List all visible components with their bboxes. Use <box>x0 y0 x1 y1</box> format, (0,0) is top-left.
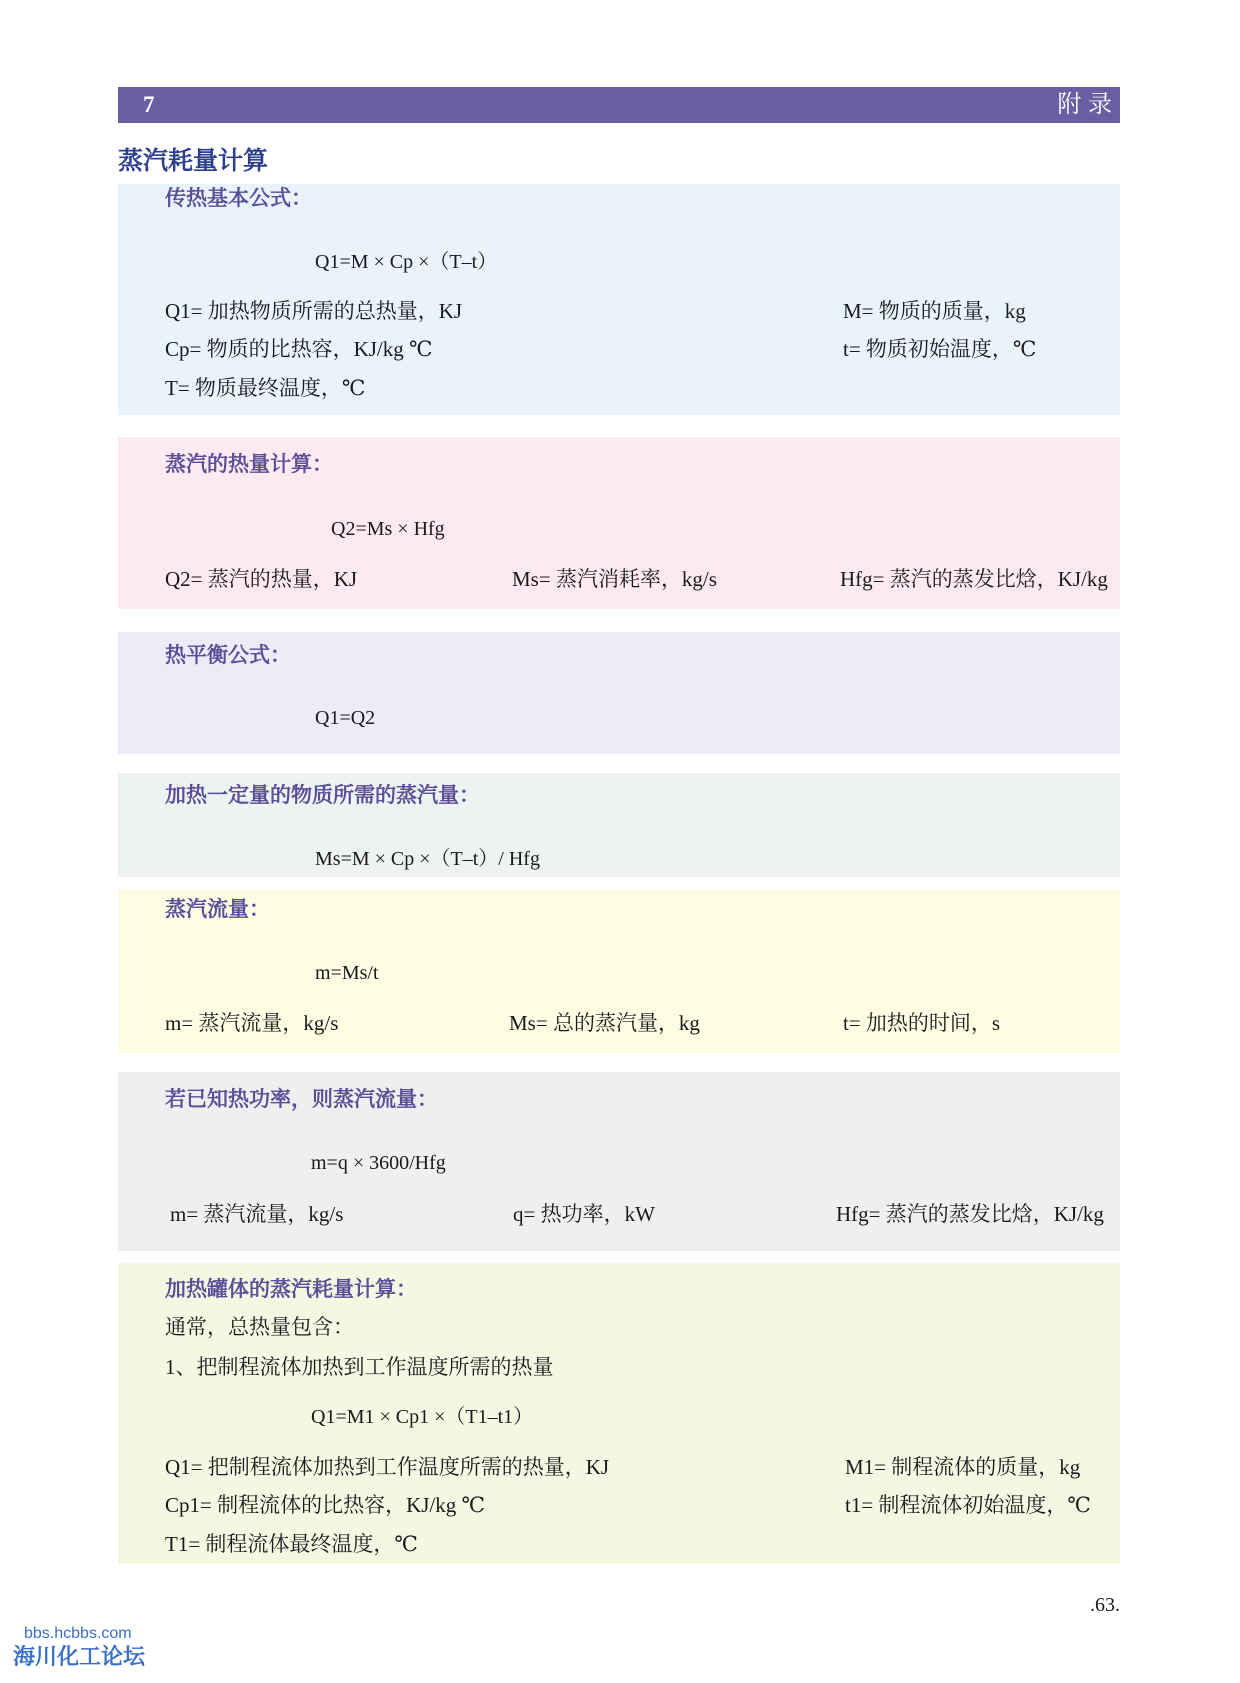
definition: Ms= 蒸汽消耗率，kg/s <box>512 567 717 591</box>
section-heading: 加热一定量的物质所需的蒸汽量： <box>165 783 480 807</box>
definition: T1= 制程流体最终温度，℃ <box>165 1532 418 1556</box>
definition: T= 物质最终温度，℃ <box>165 376 366 400</box>
definition: Ms= 总的蒸汽量，kg <box>509 1011 700 1035</box>
intro-text: 通常，总热量包含： <box>165 1315 354 1339</box>
formula: Q2=Ms × Hfg <box>331 518 445 540</box>
definition: M= 物质的质量，kg <box>843 299 1026 323</box>
watermark-site-name: 海川化工论坛 <box>13 1644 146 1669</box>
definition: q= 热功率，kW <box>513 1202 655 1226</box>
definition: M1= 制程流体的质量，kg <box>845 1455 1081 1479</box>
definition: Q1= 把制程流体加热到工作温度所需的热量，KJ <box>165 1455 610 1479</box>
chapter-title: 附 录 <box>1057 91 1112 118</box>
formula: Q1=M1 × Cp1 ×（T1–t1） <box>311 1406 534 1428</box>
watermark-site-url: bbs.hcbbs.com <box>24 1625 132 1642</box>
section-heading: 热平衡公式： <box>165 643 291 667</box>
section-heat-balance <box>118 632 1120 754</box>
definition: Hfg= 蒸汽的蒸发比焓，KJ/kg <box>840 567 1108 591</box>
chapter-number: 7 <box>143 92 155 117</box>
page-title: 蒸汽耗量计算 <box>118 147 269 175</box>
section-steam-flow <box>118 890 1120 1053</box>
definition: m= 蒸汽流量，kg/s <box>170 1202 344 1226</box>
definition: Q2= 蒸汽的热量，KJ <box>165 567 358 591</box>
section-heading: 传热基本公式： <box>165 186 312 210</box>
section-heading: 若已知热功率，则蒸汽流量： <box>165 1087 438 1111</box>
definition: Cp1= 制程流体的比热容，KJ/kg ℃ <box>165 1493 486 1517</box>
section-steam-flow-from-power <box>118 1072 1120 1251</box>
page-number: .63. <box>1090 1594 1120 1616</box>
chapter-header-bar <box>118 87 1120 123</box>
section-heading: 蒸汽的热量计算： <box>165 452 333 476</box>
definition: Hfg= 蒸汽的蒸发比焓，KJ/kg <box>836 1202 1104 1226</box>
formula: m=q × 3600/Hfg <box>311 1152 446 1174</box>
definition: t= 加热的时间，s <box>843 1011 1001 1035</box>
section-heading: 加热罐体的蒸汽耗量计算： <box>165 1277 417 1301</box>
section-steam-heat <box>118 437 1120 609</box>
formula: m=Ms/t <box>315 962 379 984</box>
section-heading: 蒸汽流量： <box>165 897 270 921</box>
definition: Cp= 物质的比热容，KJ/kg ℃ <box>165 337 433 361</box>
formula: Q1=Q2 <box>315 707 376 729</box>
formula: Ms=M × Cp ×（T–t）/ Hfg <box>315 848 540 870</box>
definition: m= 蒸汽流量，kg/s <box>165 1011 339 1035</box>
section-steam-required <box>118 773 1120 877</box>
definition: t1= 制程流体初始温度，℃ <box>845 1493 1091 1517</box>
intro-text: 1、把制程流体加热到工作温度所需的热量 <box>165 1355 554 1379</box>
section-heat-transfer-formula <box>118 184 1120 415</box>
definition: Q1= 加热物质所需的总热量，KJ <box>165 299 463 323</box>
definition: t= 物质初始温度，℃ <box>843 337 1037 361</box>
section-tank-heating <box>118 1263 1120 1564</box>
formula: Q1=M × Cp ×（T–t） <box>315 251 498 273</box>
